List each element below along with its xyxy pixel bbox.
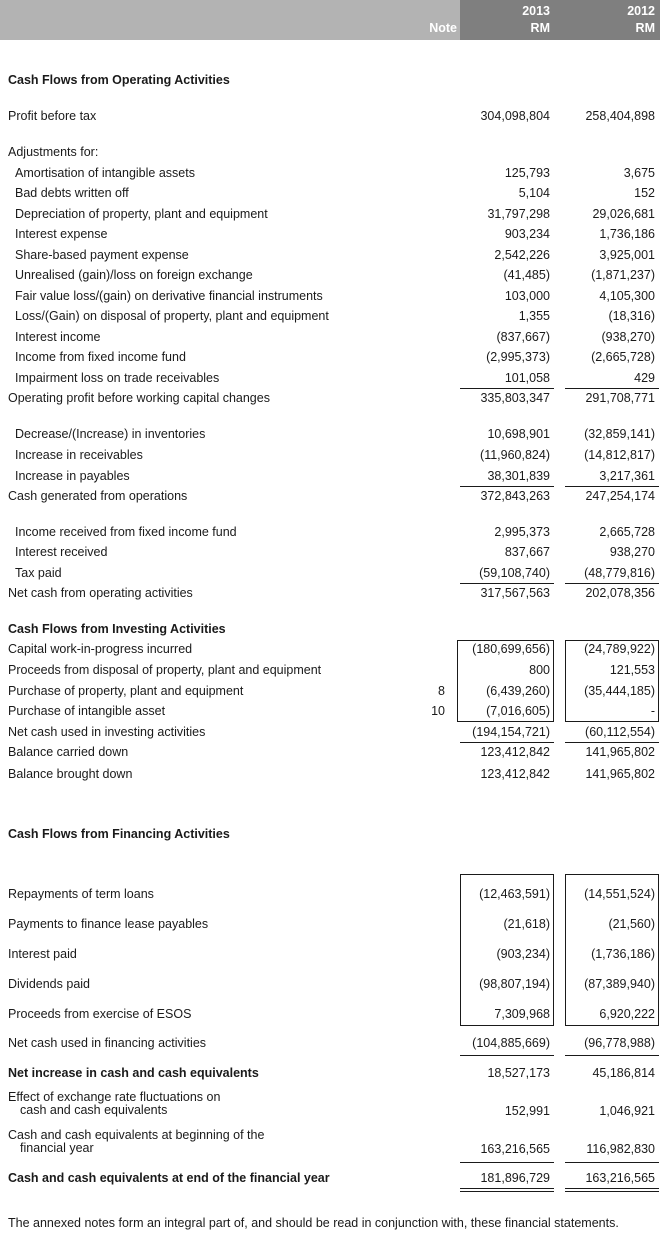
- row-label: Effect of exchange rate fluctuations on: [8, 1090, 221, 1104]
- value-2013: 1,355: [518, 309, 550, 323]
- adjustments-heading-row: [0, 145, 660, 163]
- value-2012: (1,871,237): [591, 268, 655, 282]
- value-2012: 152: [634, 186, 655, 200]
- row-label: Balance carried down: [8, 745, 129, 759]
- row-label: Net increase in cash and cash equivalents: [8, 1066, 259, 1080]
- value-2013: 335,803,347: [480, 391, 550, 405]
- row-label: Proceeds from disposal of property, plant and equipment: [8, 663, 322, 677]
- value-2012: 163,216,565: [585, 1171, 655, 1185]
- value-2013: (180,699,656): [472, 642, 550, 656]
- value-2013: 103,000: [504, 289, 550, 303]
- value-2013: (6,439,260): [486, 684, 550, 698]
- cash-end-row: [0, 1171, 660, 1189]
- adjustment-row: [0, 268, 660, 286]
- row-label-continued: financial year: [20, 1141, 94, 1155]
- value-2013: 317,567,563: [480, 586, 550, 600]
- value-2012: 258,404,898: [585, 109, 655, 123]
- value-2012: (14,551,524): [584, 887, 655, 901]
- value-2013: 181,896,729: [480, 1171, 550, 1185]
- value-2013: (903,234): [496, 947, 550, 961]
- value-2013: 2,995,373: [494, 525, 550, 539]
- value-2012: (21,560): [608, 917, 655, 931]
- subtotal-rule: [565, 583, 659, 584]
- value-2012: 116,982,830: [586, 1142, 655, 1156]
- value-2012: (1,736,186): [591, 947, 655, 961]
- financing-row: [0, 977, 660, 995]
- value-2013: (2,995,373): [486, 350, 550, 364]
- row-label: Fair value loss/(gain) on derivative financial instruments: [15, 289, 323, 303]
- value-2013: (98,807,194): [479, 977, 550, 991]
- header-shade-left: [0, 0, 460, 40]
- row-label: Cash and cash equivalents at beginning of the: [8, 1128, 265, 1142]
- value-2013: 101,058: [504, 371, 550, 385]
- value-2012: (87,389,940): [584, 977, 655, 991]
- note-ref: 10: [431, 704, 445, 718]
- operating-profit-row: [0, 391, 660, 409]
- row-label: Tax paid: [15, 566, 62, 580]
- value-2012: 3,675: [623, 166, 655, 180]
- value-2012: (35,444,185): [584, 684, 655, 698]
- unit-2012-header: RM: [635, 21, 655, 35]
- subtotal-rule: [460, 1055, 554, 1056]
- net-investing-row: [0, 725, 660, 743]
- value-2012: (48,779,816): [584, 566, 655, 580]
- value-2013: (59,108,740): [479, 566, 550, 580]
- row-label: Unrealised (gain)/loss on foreign exchange: [15, 268, 253, 282]
- row-label: Cash and cash equivalents at end of the financial year: [8, 1171, 330, 1185]
- row-label: Interest expense: [15, 227, 108, 241]
- cash-generated-row: [0, 489, 660, 507]
- value-2013: 31,797,298: [487, 207, 550, 221]
- investing-heading-row: [0, 622, 660, 640]
- row-label: Income from fixed income fund: [15, 350, 186, 364]
- other-operating-row: [0, 566, 660, 584]
- value-2012: (96,778,988): [584, 1036, 655, 1050]
- row-label: Interest paid: [8, 947, 77, 961]
- row-label: Payments to finance lease payables: [8, 917, 209, 931]
- footer-note: The annexed notes form an integral part of, and should be read in conjunction with, these financial statements.: [8, 1216, 619, 1230]
- value-2013: (194,154,721): [472, 725, 550, 739]
- row-label: Increase in payables: [15, 469, 130, 483]
- profit-before-tax-row: [0, 109, 660, 127]
- value-2013: 2,542,226: [494, 248, 550, 262]
- value-2012: (18,316): [608, 309, 655, 323]
- value-2012: 141,965,802: [585, 745, 655, 759]
- value-2013: (41,485): [503, 268, 550, 282]
- working-capital-row: [0, 427, 660, 445]
- subtotal-rule: [565, 1162, 659, 1163]
- financing-heading-row: [0, 827, 660, 845]
- adjustment-row: [0, 227, 660, 245]
- row-label: Amortisation of intangible assets: [15, 166, 195, 180]
- note-header: Note: [429, 21, 457, 35]
- adjustment-row: [0, 248, 660, 266]
- value-2012: 429: [634, 371, 655, 385]
- investing-row: [0, 684, 660, 702]
- balance-brought-down-row: [0, 767, 660, 785]
- subtotal-rule: [565, 486, 659, 487]
- subtotal-rule: [460, 583, 554, 584]
- section-heading: Cash Flows from Operating Activities: [8, 73, 230, 87]
- cash-beginning-row: [0, 1128, 660, 1160]
- row-label: Proceeds from exercise of ESOS: [8, 1007, 192, 1021]
- column-header: [0, 0, 660, 40]
- value-2012: 291,708,771: [585, 391, 655, 405]
- double-rule-bottom: [565, 1191, 659, 1192]
- row-label: Adjustments for:: [8, 145, 99, 159]
- section-heading: Cash Flows from Financing Activities: [8, 827, 230, 841]
- net-financing-row: [0, 1036, 660, 1054]
- value-2013: (12,463,591): [479, 887, 550, 901]
- value-2013: 304,098,804: [480, 109, 550, 123]
- row-label: Decrease/(Increase) in inventories: [15, 427, 206, 441]
- value-2013: 125,793: [504, 166, 550, 180]
- row-label: Interest received: [15, 545, 108, 559]
- value-2013: 372,843,263: [480, 489, 550, 503]
- value-2013: 18,527,173: [487, 1066, 550, 1080]
- value-2012: 3,925,001: [599, 248, 655, 262]
- row-label: Loss/(Gain) on disposal of property, plant and equipment: [15, 309, 329, 323]
- other-operating-row: [0, 525, 660, 543]
- row-label: Depreciation of property, plant and equipment: [15, 207, 268, 221]
- row-label: Interest income: [15, 330, 101, 344]
- subtotal-rule: [565, 388, 659, 389]
- subtotal-rule: [460, 1162, 554, 1163]
- row-label: Bad debts written off: [15, 186, 129, 200]
- value-2013: 903,234: [504, 227, 550, 241]
- value-2013: 38,301,839: [487, 469, 550, 483]
- value-2012: 141,965,802: [585, 767, 655, 781]
- row-label: Impairment loss on trade receivables: [15, 371, 220, 385]
- value-2013: 800: [529, 663, 550, 677]
- value-2012: 938,270: [609, 545, 655, 559]
- row-label: Purchase of intangible asset: [8, 704, 166, 718]
- fx-effect-row: [0, 1090, 660, 1122]
- value-2012: 1,046,921: [599, 1104, 655, 1118]
- value-2012: 247,254,174: [585, 489, 655, 503]
- adjustment-row: [0, 166, 660, 184]
- financing-row: [0, 1007, 660, 1025]
- value-2012: 6,920,222: [599, 1007, 655, 1021]
- row-label: Dividends paid: [8, 977, 90, 991]
- unit-2013-header: RM: [530, 21, 550, 35]
- adjustment-row: [0, 207, 660, 225]
- year-2013-header: 2013: [522, 4, 550, 18]
- value-2013: 152,991: [504, 1104, 550, 1118]
- value-2012: 1,736,186: [599, 227, 655, 241]
- row-label: Operating profit before working capital changes: [8, 391, 270, 405]
- value-2012: 202,078,356: [585, 586, 655, 600]
- row-label: Capital work-in-progress incurred: [8, 642, 193, 656]
- investing-row: [0, 663, 660, 681]
- value-2012: (32,859,141): [584, 427, 655, 441]
- net-increase-row: [0, 1066, 660, 1084]
- financing-row: [0, 917, 660, 935]
- row-label: Cash generated from operations: [8, 489, 188, 503]
- adjustment-row: [0, 289, 660, 307]
- investing-row: [0, 704, 660, 722]
- row-label-continued: cash and cash equivalents: [20, 1103, 168, 1117]
- section-heading: Cash Flows from Investing Activities: [8, 622, 226, 636]
- row-label: Repayments of term loans: [8, 887, 154, 901]
- value-2012: -: [650, 704, 655, 718]
- row-label: Purchase of property, plant and equipment: [8, 684, 244, 698]
- value-2013: 10,698,901: [487, 427, 550, 441]
- subtotal-rule: [460, 486, 554, 487]
- value-2013: (11,960,824): [480, 448, 550, 462]
- row-label: Net cash used in financing activities: [8, 1036, 207, 1050]
- value-2012: (2,665,728): [591, 350, 655, 364]
- working-capital-row: [0, 469, 660, 487]
- value-2012: 29,026,681: [592, 207, 655, 221]
- financing-row: [0, 947, 660, 965]
- double-rule-top: [460, 1188, 554, 1189]
- row-label: Increase in receivables: [15, 448, 143, 462]
- adjustment-row: [0, 330, 660, 348]
- row-label: Net cash from operating activities: [8, 586, 193, 600]
- operating-heading-row: [0, 73, 660, 91]
- adjustment-row: [0, 186, 660, 204]
- net-operating-row: [0, 586, 660, 604]
- subtotal-rule: [460, 388, 554, 389]
- row-label: Share-based payment expense: [15, 248, 189, 262]
- balance-carried-down-row: [0, 745, 660, 763]
- adjustment-row: [0, 350, 660, 368]
- value-2012: (14,812,817): [584, 448, 655, 462]
- value-2012: (60,112,554): [585, 725, 655, 739]
- value-2012: 45,186,814: [592, 1066, 655, 1080]
- row-label: Balance brought down: [8, 767, 133, 781]
- value-2013: 7,309,968: [494, 1007, 550, 1021]
- note-ref: 8: [438, 684, 445, 698]
- value-2013: 5,104: [518, 186, 550, 200]
- value-2012: 2,665,728: [599, 525, 655, 539]
- year-2012-header: 2012: [627, 4, 655, 18]
- value-2012: (24,789,922): [584, 642, 655, 656]
- row-label: Profit before tax: [8, 109, 97, 123]
- working-capital-row: [0, 448, 660, 466]
- investing-row: [0, 642, 660, 660]
- adjustment-row: [0, 371, 660, 389]
- value-2013: 123,412,842: [480, 767, 550, 781]
- value-2013: (21,618): [503, 917, 550, 931]
- value-2013: 123,412,842: [480, 745, 550, 759]
- subtotal-rule: [565, 742, 659, 743]
- double-rule-top: [565, 1188, 659, 1189]
- other-operating-row: [0, 545, 660, 563]
- value-2012: 4,105,300: [599, 289, 655, 303]
- adjustment-row: [0, 309, 660, 327]
- value-2012: (938,270): [601, 330, 655, 344]
- value-2013: 837,667: [504, 545, 550, 559]
- row-label: Net cash used in investing activities: [8, 725, 206, 739]
- value-2012: 3,217,361: [599, 469, 655, 483]
- value-2013: (104,885,669): [472, 1036, 550, 1050]
- value-2013: (7,016,605): [486, 704, 550, 718]
- value-2013: 163,216,565: [480, 1142, 550, 1156]
- value-2013: (837,667): [496, 330, 550, 344]
- value-2012: 121,553: [609, 663, 655, 677]
- subtotal-rule: [460, 742, 554, 743]
- double-rule-bottom: [460, 1191, 554, 1192]
- row-label: Income received from fixed income fund: [15, 525, 237, 539]
- financing-row: [0, 887, 660, 905]
- subtotal-rule: [565, 1055, 659, 1056]
